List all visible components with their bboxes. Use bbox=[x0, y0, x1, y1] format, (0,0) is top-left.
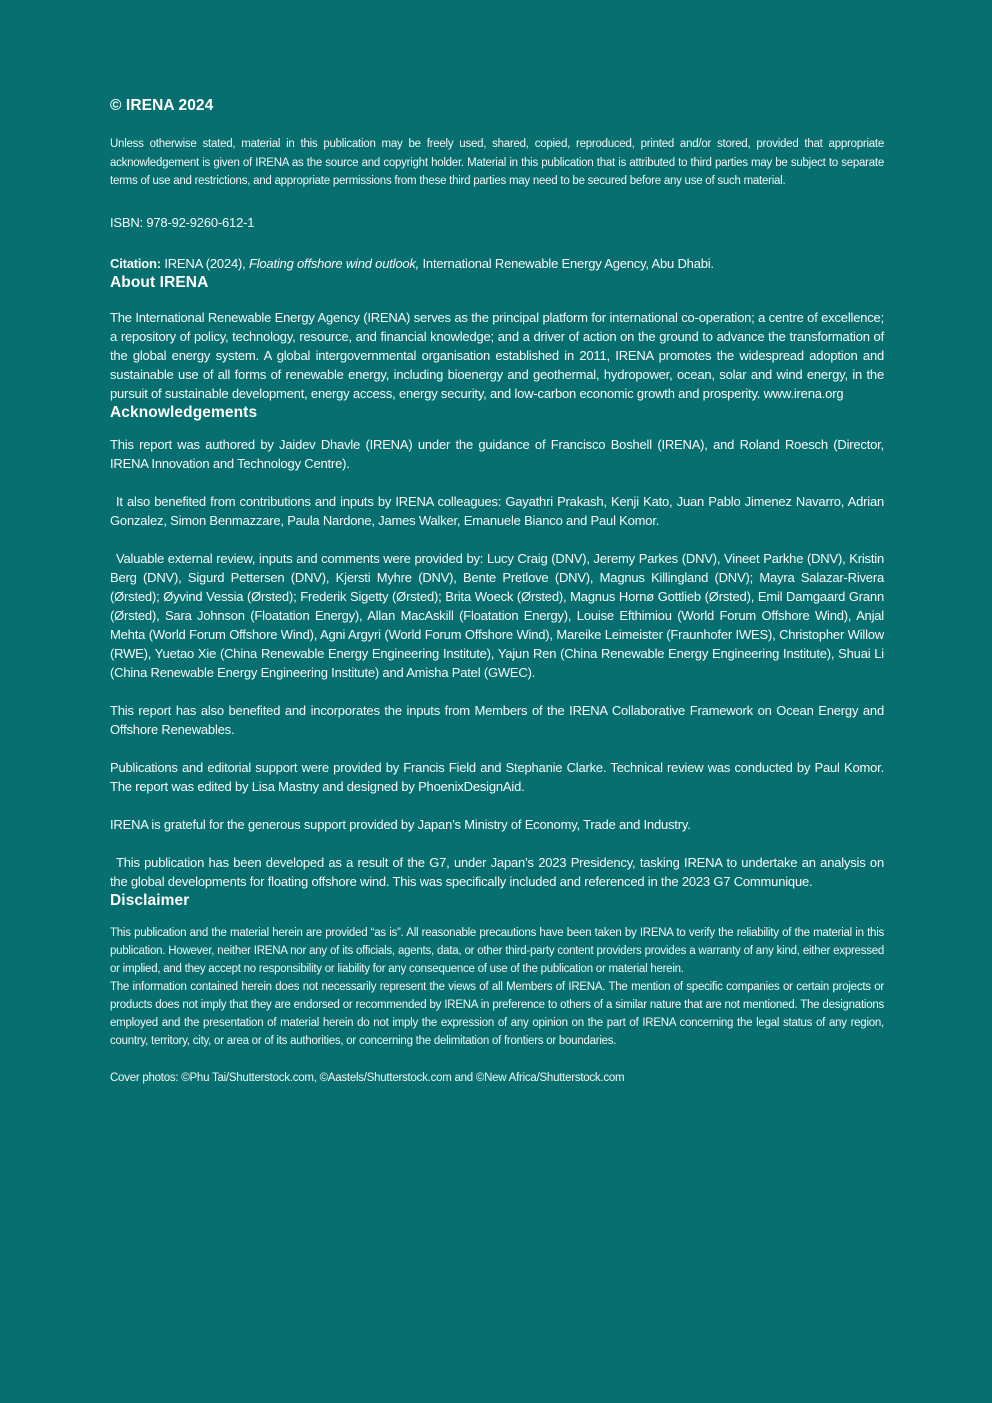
citation-suffix: International Renewable Energy Agency, Abu Dhabi. bbox=[419, 255, 714, 271]
disclaimer-paragraph-warranty: This publication and the material herein are provided “as is”. All reasonable precautions have been taken by IRENA to verify the reliability of the material in this publication. However, neither IRENA nor any of its officials, agents, data, or other third-party content providers provides a warranty of any kind, either expressed or implied, and they accept no responsibility or liability for any consequence of use of the publication or material herein. bbox=[110, 926, 884, 975]
acknowledgements-paragraph-g7: This publication has been developed as a result of the G7, under Japan’s 2023 Presidency, tasking IRENA to undertake an analysis on the global developments for floating offshore wind. This was specifically included and referenced in the 2023 G7 Communique. bbox=[110, 854, 884, 889]
acknowledgements-paragraph-reviewers: Valuable external review, inputs and comments were provided by: Lucy Craig (DNV), Jeremy Parkes (DNV), Vineet Parkhe (DNV), Kristin Berg (DNV), Sigurd Pettersen (DNV), Kjersti Myhre (DNV), Bente Pretlove (DNV), Magnus Killingland (DNV); Mayra Salazar-Rivera (Ørsted); Øyvind Vessia (Ørsted); Frederik Sigetty (Ørsted); Brita Woeck (Ørsted), Magnus Hornø Gottlieb (Ørsted), Emil Damgaard Grann (Ørsted), Sara Johnson (Floatation Energy), Allan MacAskill (Floatation Energy), Louise Efthimiou (World Forum Offshore Wind), Anjal Mehta (World Forum Offshore Wind), Agni Argyri (World Forum Offshore Wind), Mareike Leimeister (Fraunhofer IWES), Christopher Willow (RWE), Yuetao Xie (China Renewable Energy Engineering Institute), Yajun Ren (China Renewable Energy Engineering Institute), Shuai Li (China Renewable Energy Engineering Institute) and Amisha Patel (GWEC). bbox=[110, 550, 884, 680]
citation-label: Citation: bbox=[110, 255, 161, 271]
acknowledgements-heading: Acknowledgements bbox=[110, 403, 258, 421]
citation-report-title: Floating offshore wind outlook, bbox=[248, 255, 420, 271]
about-irena-paragraph: The International Renewable Energy Agency (IRENA) serves as the principal platform for international co-operation; a centre of excellence; a repository of policy, technology, resource, and financial knowledge; and a driver of action on the ground to advance the transformation of the global energy system. A global intergovernmental organisation established in 2011, IRENA promotes the widespread adoption and sustainable use of all forms of renewable energy, including bioenergy and geothermal, hydropower, ocean, solar and wind energy, in the pursuit of sustainable development, energy access, energy security, and low-carbon economic growth and prosperity. www.irena.org bbox=[110, 309, 884, 401]
acknowledgements-paragraph-editorial: Publications and editorial support were provided by Francis Field and Stephanie Clarke. Technical review was conducted by Paul Komor. The report was edited by Lisa Mastny and designed by PhoenixDesignAid. bbox=[110, 759, 884, 794]
acknowledgements-paragraph-support: IRENA is grateful for the generous support provided by Japan’s Ministry of Economy, Trade and Industry. bbox=[110, 816, 691, 832]
acknowledgements-paragraph-framework: This report has also benefited and incorporates the inputs from Members of the IRENA Collaborative Framework on Ocean Energy and Offshore Renewables. bbox=[110, 702, 884, 737]
about-irena-heading: About IRENA bbox=[110, 273, 209, 291]
citation-prefix: IRENA (2024), bbox=[160, 255, 249, 271]
acknowledgements-paragraph-authors: This report was authored by Jaidev Dhavle (IRENA) under the guidance of Francisco Boshell (IRENA), and Roland Roesch (Director, IRENA Innovation and Technology Centre). bbox=[110, 436, 884, 471]
cover-photos-credit: Cover photos: ©Phu Tai/Shutterstock.com, ©Aastels/Shutterstock.com and ©New Africa/Shutterstock.com bbox=[110, 1071, 625, 1084]
disclaimer-paragraph-views: The information contained herein does not necessarily represent the views of all Members of IRENA. The mention of specific companies or certain projects or products does not imply that they are endorsed or recommended by IRENA in preference to others of a similar nature that are not mentioned. The designations employed and the presentation of material herein do not imply the expression of any opinion on the part of IRENA concerning the legal status of any region, country, territory, city, or area or of its authorities, or concerning the delimitation of frontiers or boundaries. bbox=[110, 980, 884, 1047]
disclaimer-heading: Disclaimer bbox=[110, 891, 190, 909]
copyright-paragraph: Unless otherwise stated, material in this publication may be freely used, shared, copied, reproduced, printed and/or stored, provided that appropriate acknowledgement is given of IRENA as the source and copyright holder. Material in this publication that is attributed to third parties may be subject to separate terms of use and restrictions, and appropriate permissions from these third parties may need to be secured before any use of such material. bbox=[110, 138, 884, 187]
citation-line bbox=[110, 254, 884, 273]
isbn-line: ISBN: 978-92-9260-612-1 bbox=[110, 214, 255, 230]
copyright-heading: © IRENA 2024 bbox=[110, 97, 214, 114]
acknowledgements-paragraph-colleagues: It also benefited from contributions and inputs by IRENA colleagues: Gayathri Prakash, Kenji Kato, Juan Pablo Jimenez Navarro, Adrian Gonzalez, Simon Benmazzare, Paula Nardone, James Walker, Emanuele Bianco and Paul Komor. bbox=[110, 493, 884, 528]
